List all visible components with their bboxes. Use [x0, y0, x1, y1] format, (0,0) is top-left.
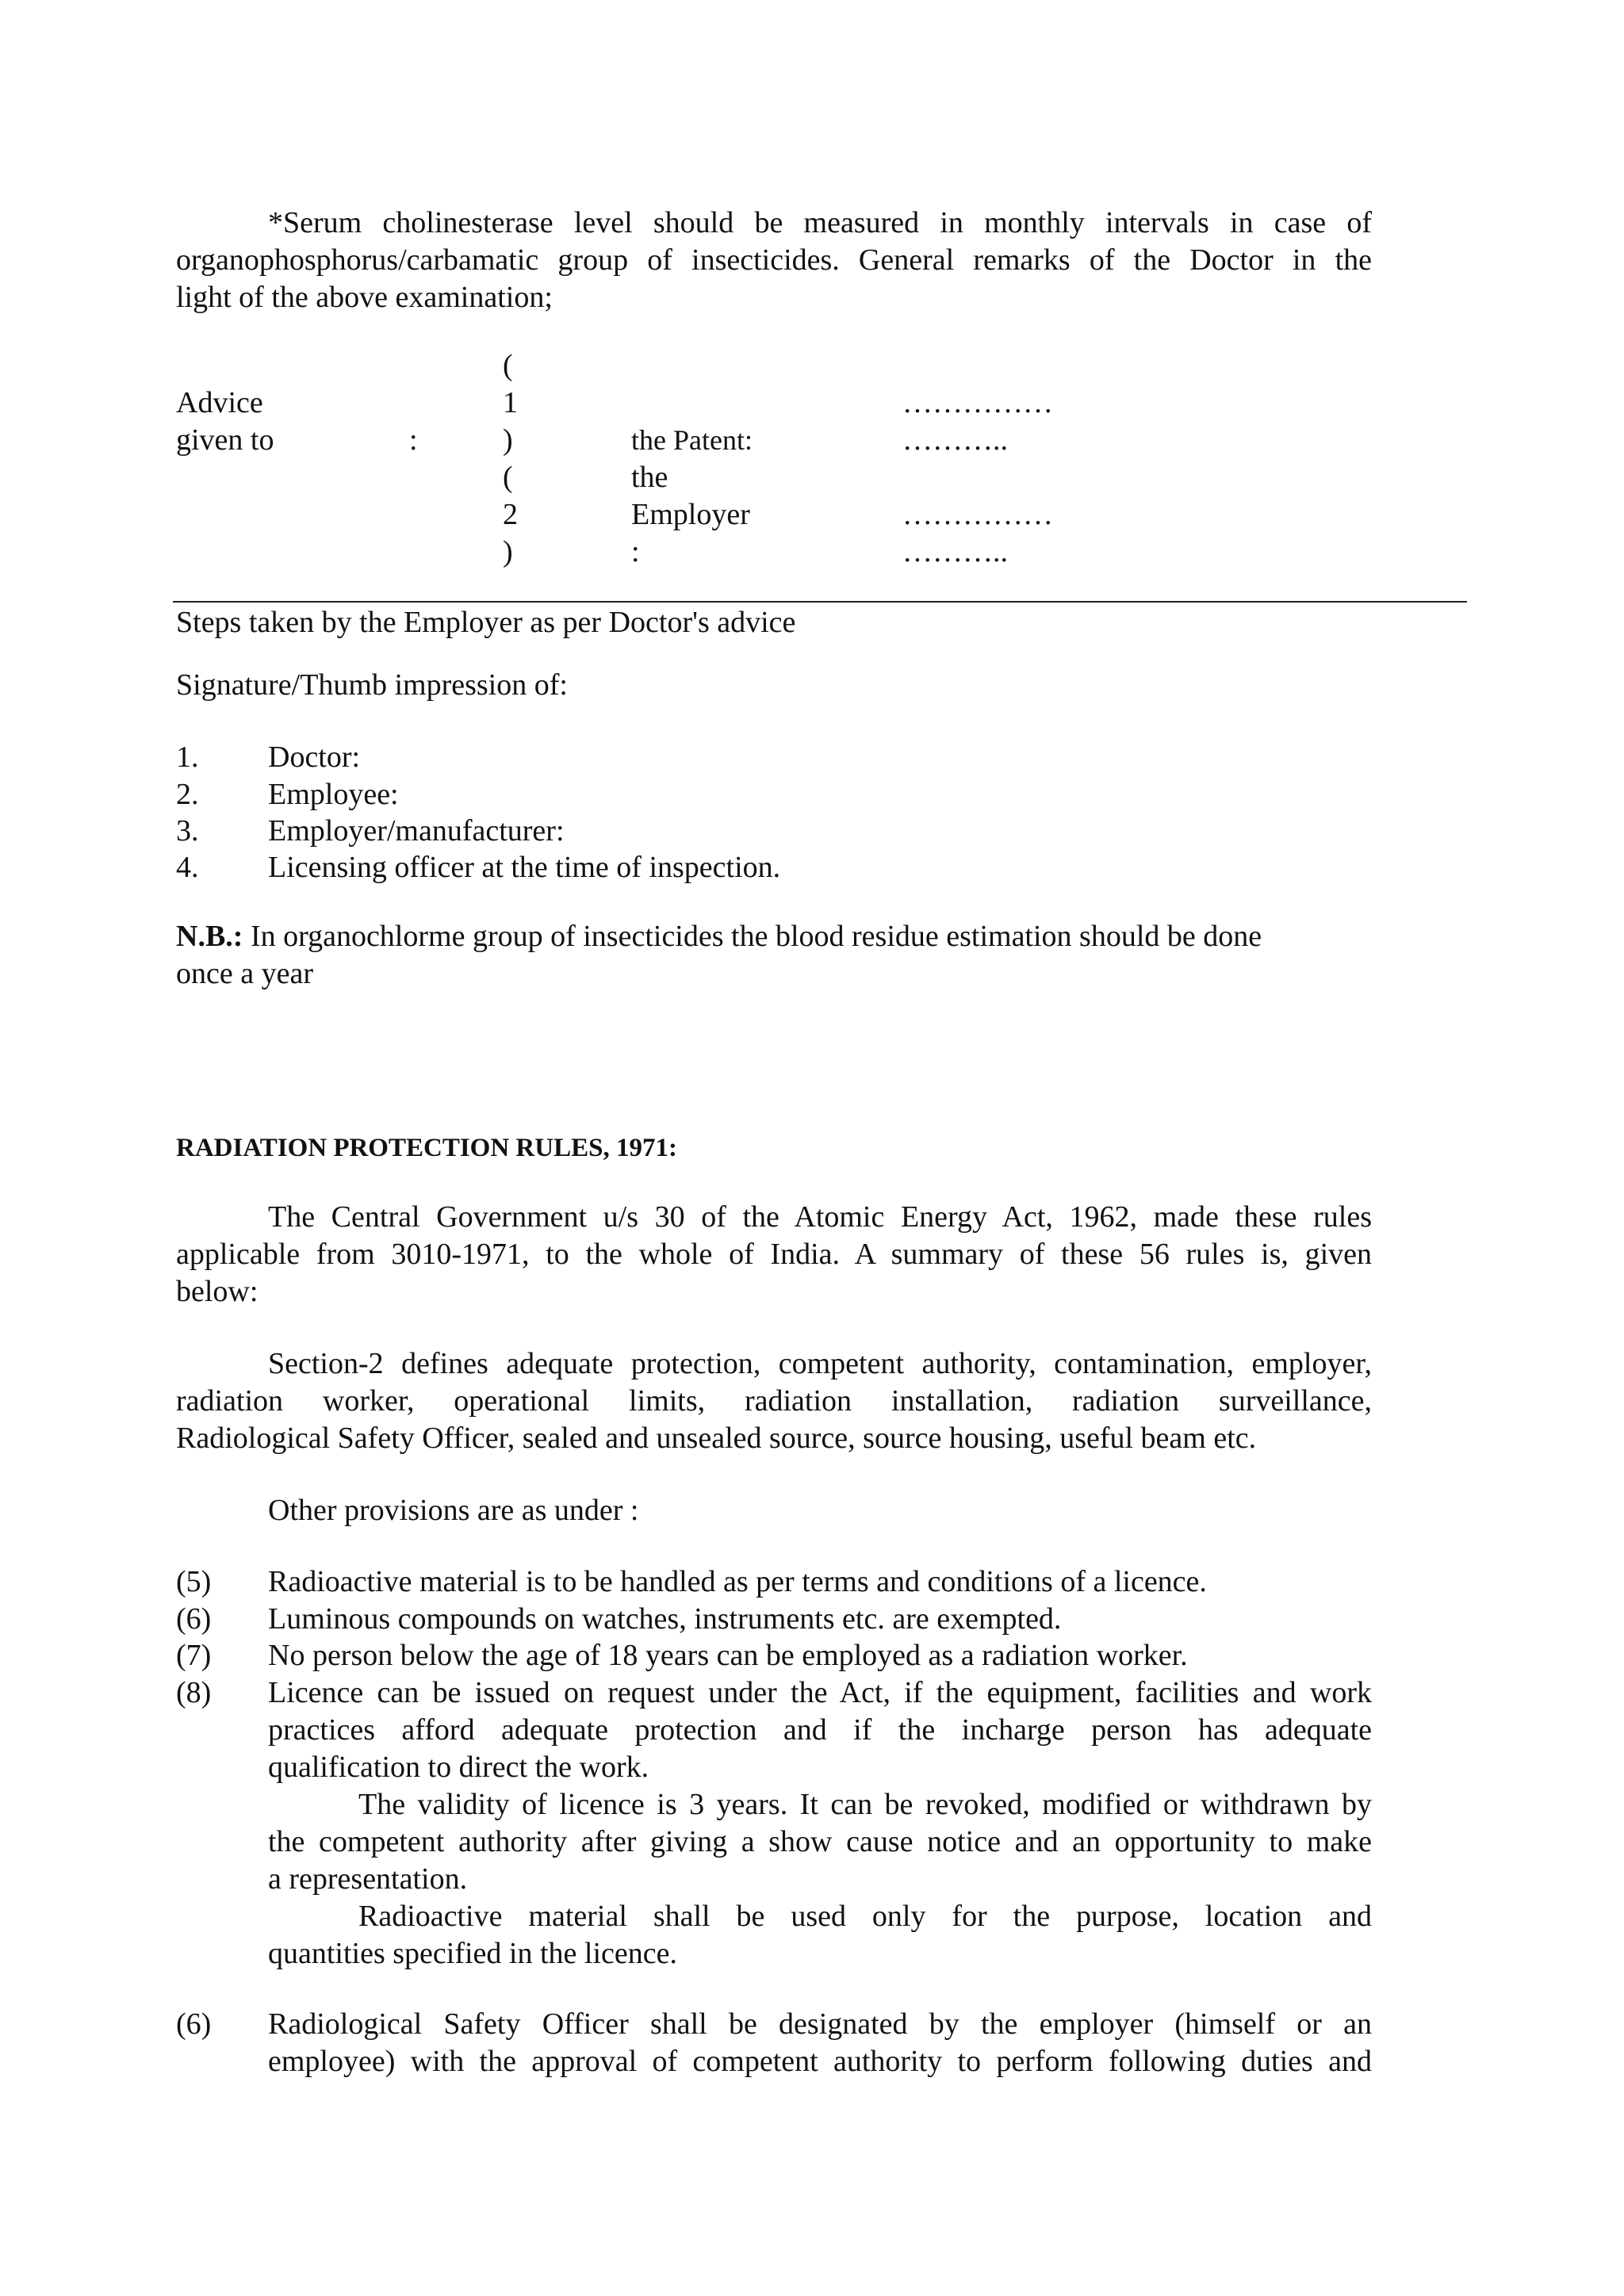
item2-dots-a: ……………: [902, 498, 1053, 531]
item1-close-paren: ): [503, 423, 513, 457]
item1-open-paren: (: [503, 349, 513, 382]
central-line-1: The Central Government u/s 30 of the Atomic Energy Act, 1962, made these rules: [268, 1200, 1372, 1234]
usage-line: quantities specified in the licence.: [268, 1937, 677, 1970]
item2-open-paren: (: [503, 461, 513, 494]
nb-text: In organochlorme group of insecticides the blood residue estimation should be done: [243, 920, 1262, 953]
rso-line: Radiological Safety Officer shall be designated by the employer (himself or an: [268, 2007, 1372, 2041]
validity-line: the competent authority after giving a show cause notice and an opportunity to make: [268, 1825, 1372, 1858]
provision-text: No person below the age of 18 years can be employed as a radiation worker.: [268, 1639, 1188, 1672]
provision-8-line: practices afford adequate protection and if the incharge person has adequate: [268, 1713, 1372, 1747]
section2-line-3: Radiological Safety Officer, sealed and unsealed source, source housing, useful beam etc.: [176, 1422, 1257, 1455]
advice-colon: :: [409, 423, 418, 457]
provision-8-text: [268, 1674, 1372, 1973]
intro-line-1: *Serum cholinesterase level should be measured in monthly intervals in case of: [268, 206, 1372, 239]
signature-item-num: 3.: [176, 814, 199, 848]
item1-number: 1: [503, 386, 518, 419]
intro-paragraph: [176, 205, 1372, 316]
nb-line-2: once a year: [176, 957, 313, 990]
signature-heading: Signature/Thumb impression of:: [176, 668, 568, 702]
item2-label-line-3: :: [631, 535, 640, 568]
provision-num: (6): [176, 2007, 212, 2041]
steps-line: Steps taken by the Employer as per Doctor's advice: [176, 606, 796, 639]
section-heading: RADIATION PROTECTION RULES, 1971:: [176, 1134, 677, 1162]
validity-line: a representation.: [268, 1862, 468, 1896]
section2-line-1: Section-2 defines adequate protection, competent authority, contamination, employer,: [268, 1347, 1372, 1380]
item1-label: the Patent:: [631, 424, 753, 456]
rso-line: employee) with the approval of competent authority to perform following duties and: [268, 2045, 1372, 2078]
advice-label-line-2: given to: [176, 423, 274, 457]
signature-item-num: 1.: [176, 740, 199, 774]
signature-item-text: Employee:: [268, 778, 399, 811]
signature-item-text: Licensing officer at the time of inspection.: [268, 851, 781, 884]
item2-label-line-2: Employer: [631, 498, 750, 531]
item1-dots-b: ………..: [902, 423, 1008, 457]
central-govt-paragraph: [176, 1199, 1372, 1311]
provision-num: (5): [176, 1565, 212, 1598]
provision-num: (6): [176, 1602, 212, 1636]
other-provisions: Other provisions are as under :: [268, 1494, 639, 1527]
provision-num: (8): [176, 1676, 212, 1709]
nb-line-1: [176, 918, 1262, 955]
provision-8-line: qualification to direct the work.: [268, 1751, 649, 1784]
advice-label-line-1: Advice: [176, 386, 263, 419]
section2-line-2: radiation worker, operational limits, radiation installation, radiation surveillance,: [176, 1384, 1372, 1418]
provision-8-line: Licence can be issued on request under the Act, if the equipment, facilities and work: [268, 1676, 1372, 1709]
item2-label-line-1: the: [631, 461, 668, 494]
signature-item-num: 2.: [176, 778, 199, 811]
item2-number: 2: [503, 498, 518, 531]
item2-dots-b: ………..: [902, 535, 1008, 568]
provision-text: Radioactive material is to be handled as per terms and conditions of a licence.: [268, 1565, 1207, 1598]
nb-label: N.B.:: [176, 920, 243, 953]
item1-dots-a: ……………: [902, 386, 1053, 419]
section2-paragraph: [176, 1345, 1372, 1457]
provision-num: (7): [176, 1639, 212, 1672]
intro-line-2: organophosphorus/carbamatic group of insecticides. General remarks of the Doctor in the: [176, 243, 1372, 277]
horizontal-rule: [173, 601, 1467, 603]
validity-line: The validity of licence is 3 years. It can be revoked, modified or withdrawn by: [358, 1788, 1372, 1821]
signature-item-text: Employer/manufacturer:: [268, 814, 565, 848]
signature-item-text: Doctor:: [268, 740, 361, 774]
intro-line-3: light of the above examination;: [176, 281, 553, 314]
item2-close-paren: ): [503, 535, 513, 568]
provision-text: Luminous compounds on watches, instruments etc. are exempted.: [268, 1602, 1062, 1636]
usage-line: Radioactive material shall be used only for the purpose, location and: [358, 1900, 1372, 1933]
provision-rso-text: [268, 2006, 1372, 2080]
central-line-3: below:: [176, 1275, 259, 1308]
central-line-2: applicable from 3010-1971, to the whole of India. A summary of these 56 rules is, given: [176, 1238, 1372, 1271]
signature-item-num: 4.: [176, 851, 199, 884]
